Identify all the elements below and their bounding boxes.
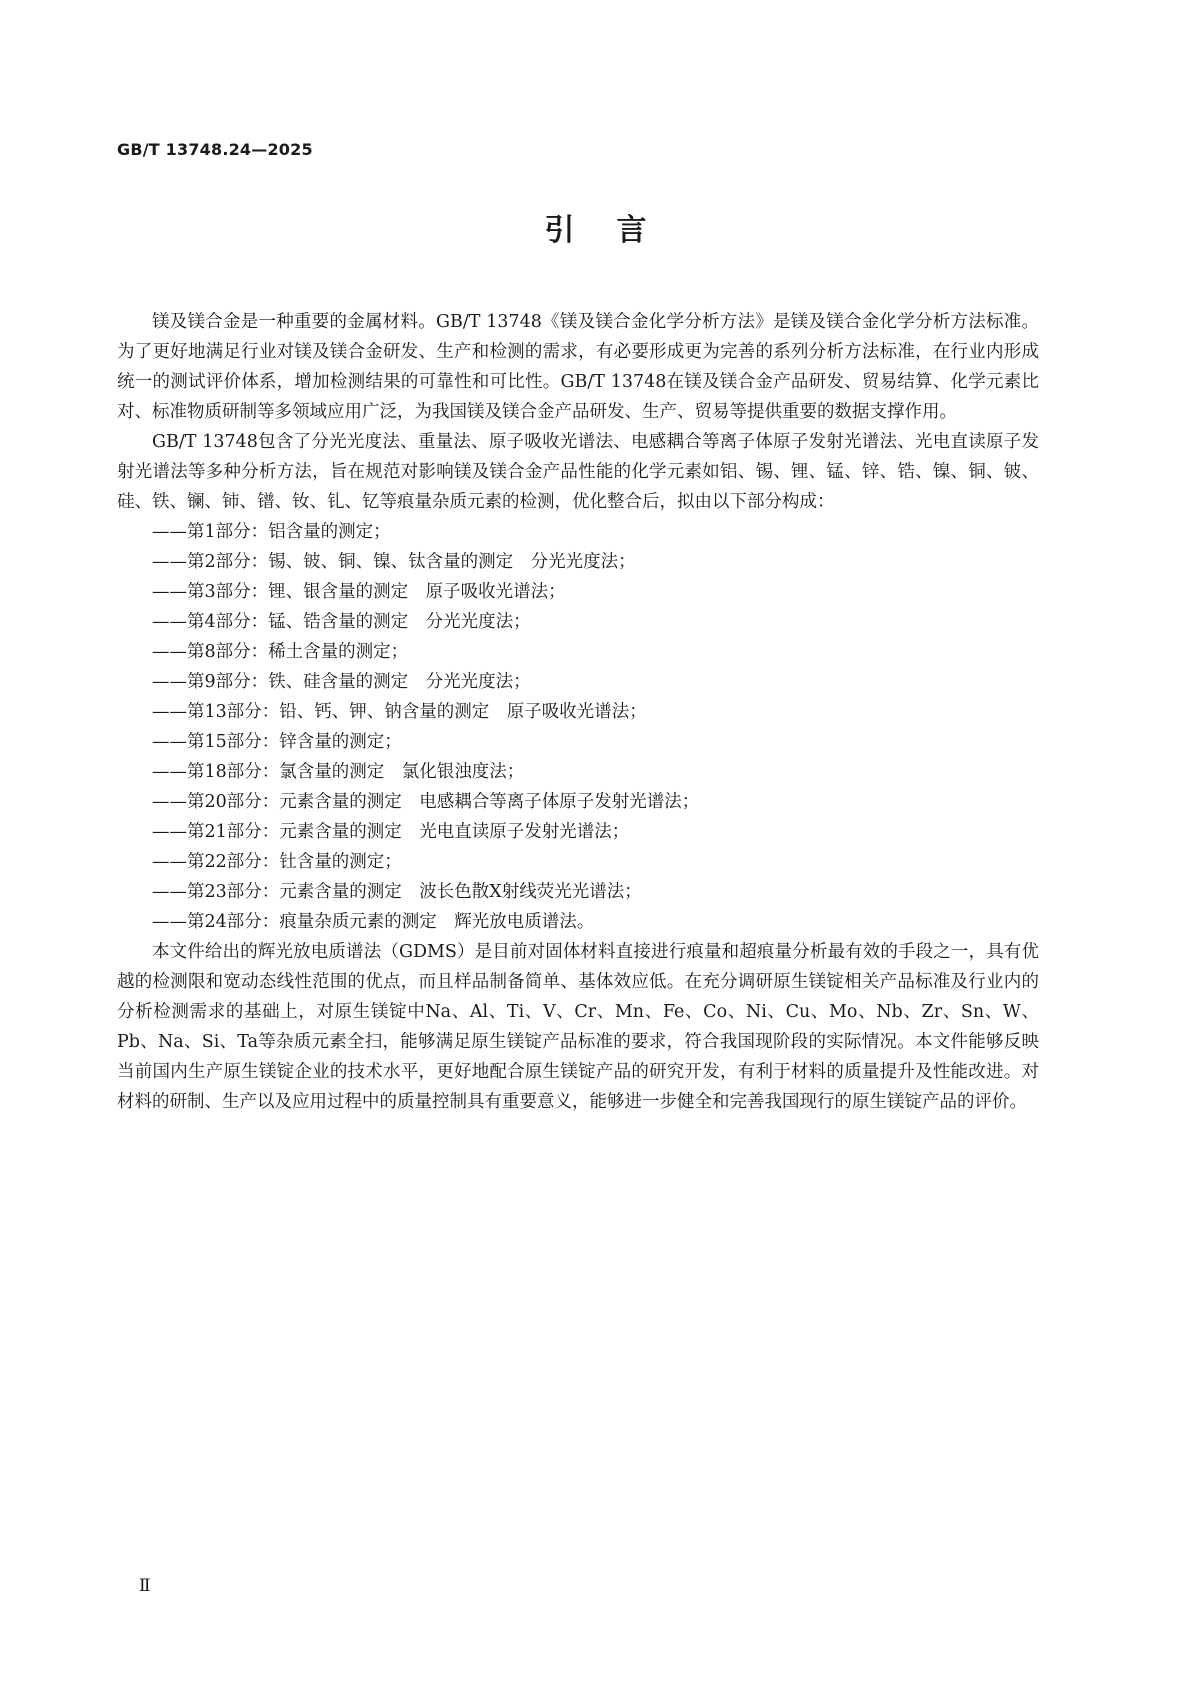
section-title: 引言 [544,213,689,248]
list-item: ——第4部分：锰、锆含量的测定 分光光度法； [152,612,531,632]
list-item: ——第22部分：钍含量的测定； [152,852,402,872]
list-item: ——第9部分：铁、硅含量的测定 分光光度法； [152,672,531,692]
list-item: ——第24部分：痕量杂质元素的测定 辉光放电质谱法。 [152,912,595,932]
intro-paragraph-1: 镁及镁合金是一种重要的金属材料。GB/T 13748《镁及镁合金化学分析方法》是镁及镁合金化学分析方法标准。为了更好地满足行业对镁及镁合金研发、生产和检测的需求，有必要形成更为完善的系列分析方法标准，在行业内形成统一的测试评价体系，增加检测结果的可靠性和可比性。GB/T 13748在镁及镁合金产品研发、贸易结算、化学元素比对、标准物质研制等多领域应用广泛，为我国镁及镁合金产品研发、生产、贸易等提供重要的数据支撑作用。 [117,312,1039,422]
intro-paragraph-3: 本文件给出的辉光放电质谱法（GDMS）是目前对固体材料直接进行痕量和超痕量分析最有效的手段之一，具有优越的检测限和宽动态线性范围的优点，而且样品制备简单、基体效应低。在充分调研原生镁锭相关产品标准及行业内的分析检测需求的基础上，对原生镁锭中Na、Al、Ti、V、Cr、Mn、Fe、Co、Ni、Cu、Mo、Nb、Zr、Sn、W、Pb、Na、Si、Ta等杂质元素全扫，能够满足原生镁锭产品标准的要求，符合我国现阶段的实际情况。本文件能够反映当前国内生产原生镁锭企业的技术水平，更好地配合原生镁锭产品的研究开发，有利于材料的质量提升及性能改进。对材料的研制、生产以及应用过程中的质量控制具有重要意义，能够进一步健全和完善我国现行的原生镁锭产品的评价。 [117,942,1039,1112]
document-code: GB/T 13748.24—2025 [117,140,313,159]
parts-list [117,517,1039,937]
list-item: ——第8部分：稀土含量的测定； [152,642,409,662]
list-item: ——第21部分：元素含量的测定 光电直读原子发射光谱法； [152,822,630,842]
list-item: ——第2部分：锡、铍、铜、镍、钛含量的测定 分光光度法； [152,552,636,572]
list-item: ——第23部分：元素含量的测定 波长色散X射线荧光光谱法； [152,882,642,902]
list-item: ——第1部分：铝含量的测定； [152,522,391,542]
intro-paragraph-2: GB/T 13748包含了分光光度法、重量法、原子吸收光谱法、电感耦合等离子体原子发射光谱法、光电直读原子发射光谱法等多种分析方法，旨在规范对影响镁及镁合金产品性能的化学元素如铝、锡、锂、锰、锌、锆、镍、铜、铍、硅、铁、镧、铈、镨、钕、钆、钇等痕量杂质元素的检测，优化整合后，拟由以下部分构成： [117,432,1039,512]
list-item: ——第15部分：锌含量的测定； [152,732,402,752]
list-item: ——第13部分：铅、钙、钾、钠含量的测定 原子吸收光谱法； [152,702,647,722]
document-body [117,307,1039,1117]
page-number: Ⅱ [139,1576,151,1596]
list-item: ——第3部分：锂、银含量的测定 原子吸收光谱法； [152,582,566,602]
list-item: ——第18部分：氯含量的测定 氯化银浊度法； [152,762,525,782]
list-item: ——第20部分：元素含量的测定 电感耦合等离子体原子发射光谱法； [152,792,700,812]
